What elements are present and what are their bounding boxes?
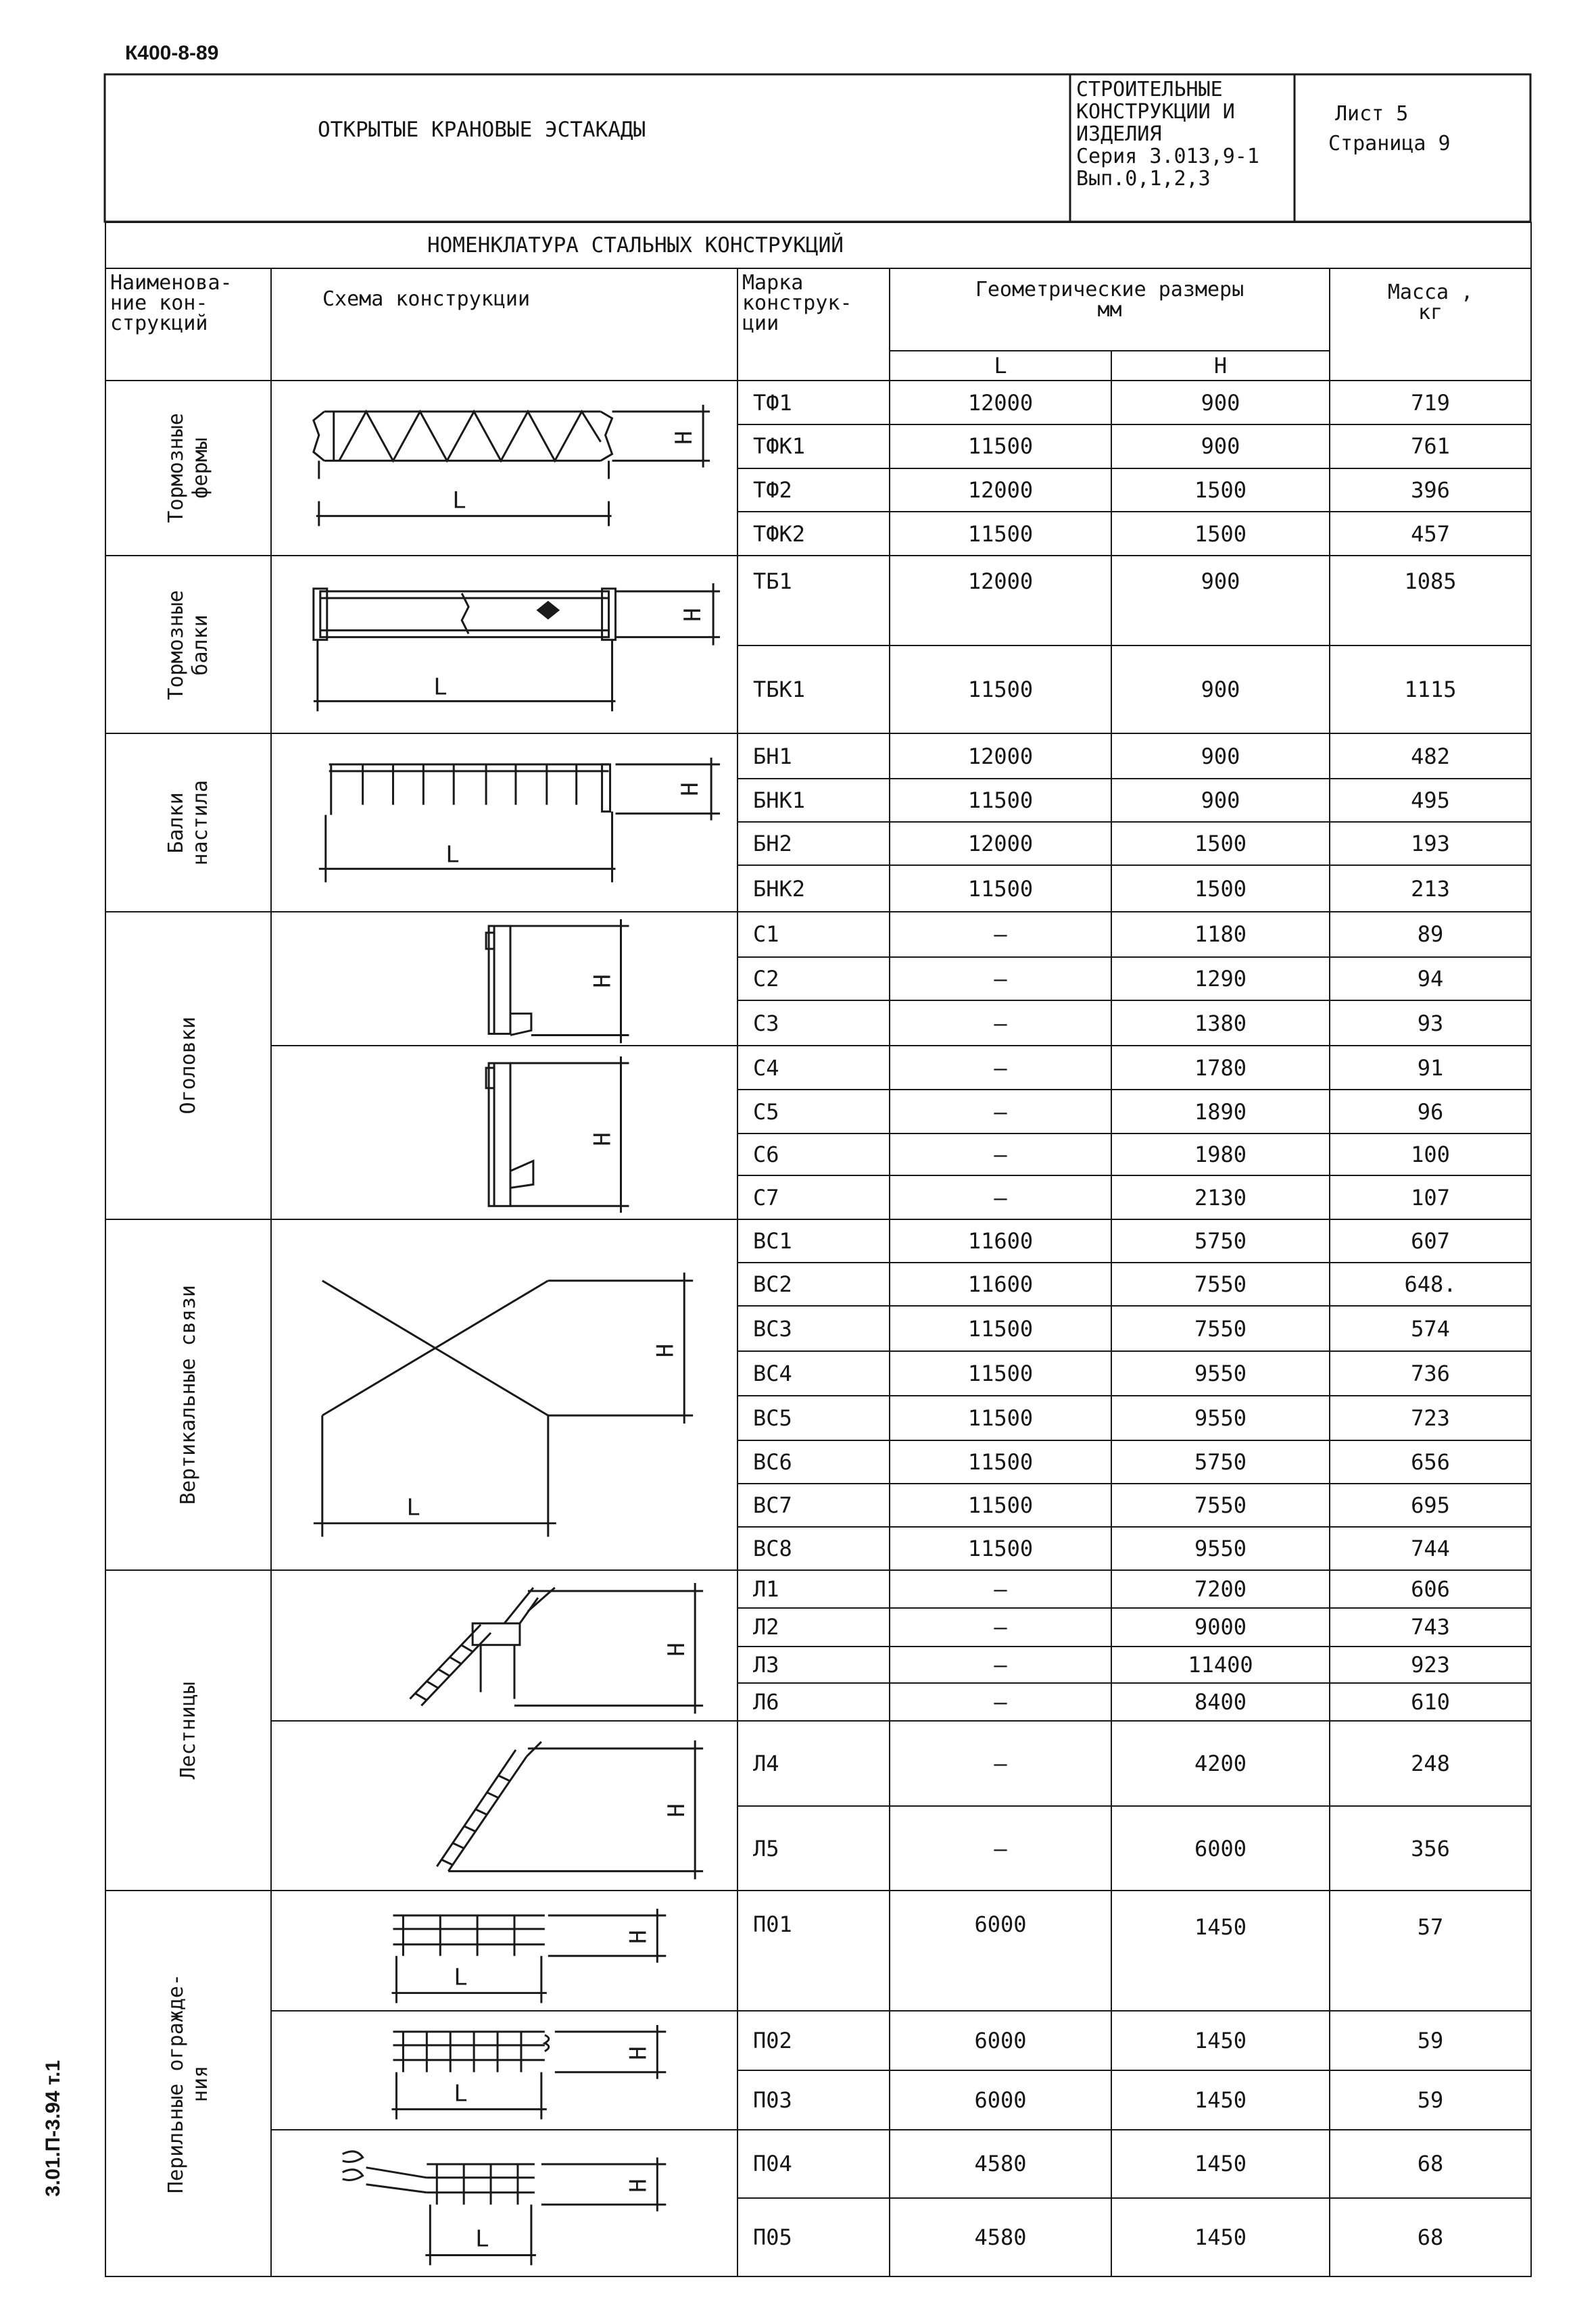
L-cell: – xyxy=(890,1806,1111,1891)
mass-cell: 107 xyxy=(1330,1175,1531,1219)
scheme-brake-beam xyxy=(271,556,737,733)
scheme-railing-3 xyxy=(271,2130,737,2276)
mark-cell: ТФ2 xyxy=(737,468,890,512)
mark-cell: ТФ1 xyxy=(737,381,890,424)
scheme-railing-2 xyxy=(271,2011,737,2129)
H-cell: 7550 xyxy=(1111,1484,1330,1527)
L-cell: 12000 xyxy=(890,822,1111,865)
H-cell: 1450 xyxy=(1111,2070,1330,2130)
L-cell: 12000 xyxy=(890,468,1111,512)
dim-H-label: H xyxy=(663,1803,690,1818)
L-cell: – xyxy=(890,1000,1111,1046)
mark-cell: Л3 xyxy=(737,1647,890,1683)
mass-cell: 94 xyxy=(1330,957,1531,1001)
H-cell: 1450 xyxy=(1111,2198,1330,2277)
mass-cell: 457 xyxy=(1330,512,1531,556)
mark-cell: С3 xyxy=(737,1000,890,1046)
mark-cell: С2 xyxy=(737,957,890,1001)
H-cell: 1890 xyxy=(1111,1090,1330,1133)
L-cell: 11500 xyxy=(890,1440,1111,1484)
H-cell: 900 xyxy=(1111,381,1330,424)
series-line: Вып.0,1,2,3 xyxy=(1076,167,1211,191)
mass-cell: 656 xyxy=(1330,1440,1531,1484)
dim-H-label: H xyxy=(679,608,706,622)
mass-cell: 736 xyxy=(1330,1351,1531,1396)
mass-cell: 1115 xyxy=(1330,645,1531,734)
vertical-bracing-drawing xyxy=(272,1220,737,1569)
sheet-number: Лист 5 xyxy=(1335,102,1409,126)
nomenclature-table xyxy=(105,222,1532,2277)
mass-cell: 89 xyxy=(1330,912,1531,957)
L-cell: 11500 xyxy=(890,779,1111,822)
L-cell: 11500 xyxy=(890,645,1111,734)
H-cell: 900 xyxy=(1111,779,1330,822)
mass-cell: 68 xyxy=(1330,2198,1531,2277)
mass-cell: 923 xyxy=(1330,1647,1531,1683)
dim-H-label: H xyxy=(677,782,704,797)
header-geometry-label: Геометрические размеры xyxy=(975,278,1244,301)
mark-cell: ВС6 xyxy=(737,1440,890,1484)
brake-beam-drawing xyxy=(272,556,737,733)
mark-cell: Л4 xyxy=(737,1721,890,1806)
series-line: ИЗДЕЛИЯ xyxy=(1076,122,1162,146)
mark-cell: П01 xyxy=(737,1891,890,2011)
L-cell: 4580 xyxy=(890,2198,1111,2277)
group-name-caps: Оголовки xyxy=(105,912,271,1220)
H-cell: 5750 xyxy=(1111,1440,1330,1484)
dim-L-label: L xyxy=(454,1964,468,1991)
L-cell: 12000 xyxy=(890,381,1111,424)
mark-cell: ТБ1 xyxy=(737,556,890,645)
H-cell: 1380 xyxy=(1111,1000,1330,1046)
header-mass: Масса , кг xyxy=(1330,268,1531,381)
mark-cell: С5 xyxy=(737,1090,890,1133)
table-title: НОМЕНКЛАТУРА СТАЛЬНЫХ КОНСТРУКЦИЙ xyxy=(105,222,1531,268)
header-name: Наименова- ние кон- струкций xyxy=(105,268,271,381)
series-block xyxy=(1076,78,1259,190)
header-L: L xyxy=(890,351,1111,381)
mark-cell: ТБК1 xyxy=(737,645,890,734)
mass-cell: 607 xyxy=(1330,1219,1531,1263)
ladder-landing-drawing xyxy=(272,1571,737,1720)
mass-cell: 100 xyxy=(1330,1134,1531,1175)
mark-cell: П05 xyxy=(737,2198,890,2277)
mass-cell: 606 xyxy=(1330,1570,1531,1608)
L-cell: – xyxy=(890,1090,1111,1133)
scheme-railing-1 xyxy=(271,1891,737,2011)
group-name-trusses: Тормозные фермы xyxy=(105,381,271,556)
H-cell: 1290 xyxy=(1111,957,1330,1001)
mark-cell: ТФК2 xyxy=(737,512,890,556)
H-cell: 9550 xyxy=(1111,1396,1330,1440)
group-name-deck-beams: Балки настила xyxy=(105,733,271,911)
mark-cell: П04 xyxy=(737,2130,890,2198)
L-cell: 6000 xyxy=(890,2011,1111,2070)
H-cell: 9000 xyxy=(1111,1608,1330,1646)
series-line: Серия 3.013,9-1 xyxy=(1076,145,1259,168)
H-cell: 9550 xyxy=(1111,1527,1330,1570)
H-cell: 900 xyxy=(1111,645,1330,734)
cap-short-drawing xyxy=(272,912,737,1045)
L-cell: – xyxy=(890,1134,1111,1175)
H-cell: 1500 xyxy=(1111,468,1330,512)
mark-cell: Л1 xyxy=(737,1570,890,1608)
L-cell: 11500 xyxy=(890,1351,1111,1396)
mass-cell: 396 xyxy=(1330,468,1531,512)
mark-cell: ВС4 xyxy=(737,1351,890,1396)
H-cell: 1500 xyxy=(1111,865,1330,911)
header-mark: Марка конструк- ции xyxy=(737,268,890,381)
H-cell: 900 xyxy=(1111,424,1330,468)
H-cell: 5750 xyxy=(1111,1219,1330,1263)
mass-cell: 193 xyxy=(1330,822,1531,865)
L-cell: – xyxy=(890,957,1111,1001)
group-name-railings: Перильные ограждe- ния xyxy=(105,1891,271,2276)
series-line: СТРОИТЕЛЬНЫЕ xyxy=(1076,78,1223,101)
scheme-ladder-landing xyxy=(271,1570,737,1721)
L-cell: – xyxy=(890,912,1111,957)
mass-cell: 761 xyxy=(1330,424,1531,468)
scheme-brake-truss xyxy=(271,381,737,556)
H-cell: 1780 xyxy=(1111,1046,1330,1090)
header-H: H xyxy=(1111,351,1330,381)
mass-cell: 213 xyxy=(1330,865,1531,911)
H-cell: 1500 xyxy=(1111,512,1330,556)
dim-L-label: L xyxy=(454,2080,468,2107)
scheme-vertical-bracing xyxy=(271,1219,737,1569)
side-code: 3.01.П-3.94 т.1 xyxy=(42,2060,64,2197)
L-cell: 12000 xyxy=(890,733,1111,778)
mass-cell: 743 xyxy=(1330,1608,1531,1646)
dim-L-label: L xyxy=(445,841,460,868)
mass-cell: 93 xyxy=(1330,1000,1531,1046)
document-title: ОТКРЫТЫЕ КРАНОВЫЕ ЭСТАКАДЫ xyxy=(318,118,646,142)
ladder-inclined-drawing xyxy=(272,1722,737,1890)
dim-H-label: H xyxy=(589,1132,616,1146)
L-cell: – xyxy=(890,1721,1111,1806)
L-cell: 11500 xyxy=(890,512,1111,556)
railing-1-drawing xyxy=(272,1892,737,2010)
brake-truss-drawing xyxy=(272,381,737,555)
mark-cell: ВС2 xyxy=(737,1263,890,1306)
mark-cell: Л5 xyxy=(737,1806,890,1891)
mass-cell: 248 xyxy=(1330,1721,1531,1806)
railing-2-drawing xyxy=(272,2012,737,2128)
L-cell: 11600 xyxy=(890,1263,1111,1306)
mass-cell: 648. xyxy=(1330,1263,1531,1306)
L-cell: 6000 xyxy=(890,2070,1111,2130)
scheme-cap-tall xyxy=(271,1046,737,1219)
L-cell: 11500 xyxy=(890,1484,1111,1527)
mark-cell: С7 xyxy=(737,1175,890,1219)
mark-cell: ВС8 xyxy=(737,1527,890,1570)
scheme-ladder-inclined xyxy=(271,1721,737,1891)
mark-cell: ВС7 xyxy=(737,1484,890,1527)
group-name-brake-beams: Тормозные балки xyxy=(105,556,271,733)
mark-cell: С6 xyxy=(737,1134,890,1175)
mass-cell: 574 xyxy=(1330,1306,1531,1350)
mass-cell: 59 xyxy=(1330,2011,1531,2070)
H-cell: 7200 xyxy=(1111,1570,1330,1608)
scheme-cap-short xyxy=(271,912,737,1046)
mark-cell: Л6 xyxy=(737,1683,890,1721)
L-cell: 11500 xyxy=(890,865,1111,911)
dim-H-label: H xyxy=(652,1344,679,1358)
cap-tall-drawing xyxy=(272,1046,737,1219)
mark-cell: С1 xyxy=(737,912,890,957)
mass-cell: 695 xyxy=(1330,1484,1531,1527)
H-cell: 1180 xyxy=(1111,912,1330,957)
dim-H-label: H xyxy=(625,1930,652,1944)
mark-cell: П02 xyxy=(737,2011,890,2070)
railing-3-drawing xyxy=(272,2130,737,2276)
L-cell: – xyxy=(890,1608,1111,1646)
dim-H-label: H xyxy=(625,2046,652,2061)
header-geometry xyxy=(890,268,1330,351)
mass-cell: 723 xyxy=(1330,1396,1531,1440)
H-cell: 7550 xyxy=(1111,1263,1330,1306)
mark-cell: БН1 xyxy=(737,733,890,778)
H-cell: 6000 xyxy=(1111,1806,1330,1891)
mass-cell: 744 xyxy=(1330,1527,1531,1570)
mark-cell: БНК2 xyxy=(737,865,890,911)
document-code: К400-8-89 xyxy=(125,42,219,64)
H-cell: 900 xyxy=(1111,556,1330,645)
H-cell: 4200 xyxy=(1111,1721,1330,1806)
series-line: КОНСТРУКЦИИ И xyxy=(1076,100,1235,124)
H-cell: 11400 xyxy=(1111,1647,1330,1683)
H-cell: 2130 xyxy=(1111,1175,1330,1219)
H-cell: 900 xyxy=(1111,733,1330,778)
L-cell: 12000 xyxy=(890,556,1111,645)
L-cell: 11500 xyxy=(890,1306,1111,1350)
page-number: Страница 9 xyxy=(1328,132,1451,155)
header-scheme: Схема конструкции xyxy=(271,268,737,381)
mark-cell: ВС3 xyxy=(737,1306,890,1350)
mass-cell: 91 xyxy=(1330,1046,1531,1090)
group-name-vertical-bracing: Вертикальные связи xyxy=(105,1219,271,1569)
header-geometry-unit: мм xyxy=(1097,298,1122,322)
mass-cell: 59 xyxy=(1330,2070,1531,2130)
mass-cell: 719 xyxy=(1330,381,1531,424)
H-cell: 1450 xyxy=(1111,1891,1330,2011)
H-cell: 1980 xyxy=(1111,1134,1330,1175)
mark-cell: ВС5 xyxy=(737,1396,890,1440)
L-cell: – xyxy=(890,1647,1111,1683)
H-cell: 7550 xyxy=(1111,1306,1330,1350)
mass-cell: 356 xyxy=(1330,1806,1531,1891)
mass-cell: 482 xyxy=(1330,733,1531,778)
L-cell: – xyxy=(890,1046,1111,1090)
dim-H-label: H xyxy=(589,973,616,988)
mass-cell: 96 xyxy=(1330,1090,1531,1133)
mass-cell: 68 xyxy=(1330,2130,1531,2198)
L-cell: 11500 xyxy=(890,1396,1111,1440)
dim-H-label: H xyxy=(663,1642,690,1657)
L-cell: 4580 xyxy=(890,2130,1111,2198)
deck-beam-drawing xyxy=(272,734,737,910)
mark-cell: ТФК1 xyxy=(737,424,890,468)
scheme-deck-beam xyxy=(271,733,737,911)
dim-H-label: H xyxy=(625,2178,652,2193)
mass-cell: 610 xyxy=(1330,1683,1531,1721)
L-cell: 6000 xyxy=(890,1891,1111,2011)
L-cell: 11600 xyxy=(890,1219,1111,1263)
H-cell: 1500 xyxy=(1111,822,1330,865)
L-cell: – xyxy=(890,1570,1111,1608)
mass-cell: 495 xyxy=(1330,779,1531,822)
dim-L-label: L xyxy=(406,1494,420,1521)
mark-cell: БНК1 xyxy=(737,779,890,822)
dim-L-label: L xyxy=(475,2225,489,2252)
H-cell: 1450 xyxy=(1111,2011,1330,2070)
mark-cell: БН2 xyxy=(737,822,890,865)
mass-cell: 57 xyxy=(1330,1891,1531,2011)
L-cell: 11500 xyxy=(890,424,1111,468)
L-cell: 11500 xyxy=(890,1527,1111,1570)
mark-cell: Л2 xyxy=(737,1608,890,1646)
dim-L-label: L xyxy=(452,487,466,514)
H-cell: 1450 xyxy=(1111,2130,1330,2198)
dim-L-label: L xyxy=(433,673,448,700)
H-cell: 9550 xyxy=(1111,1351,1330,1396)
mark-cell: П03 xyxy=(737,2070,890,2130)
L-cell: – xyxy=(890,1683,1111,1721)
mass-cell: 1085 xyxy=(1330,556,1531,645)
dim-H-label: H xyxy=(671,431,698,445)
L-cell: – xyxy=(890,1175,1111,1219)
mark-cell: ВС1 xyxy=(737,1219,890,1263)
mark-cell: С4 xyxy=(737,1046,890,1090)
H-cell: 8400 xyxy=(1111,1683,1330,1721)
group-name-ladders: Лестницы xyxy=(105,1570,271,1891)
